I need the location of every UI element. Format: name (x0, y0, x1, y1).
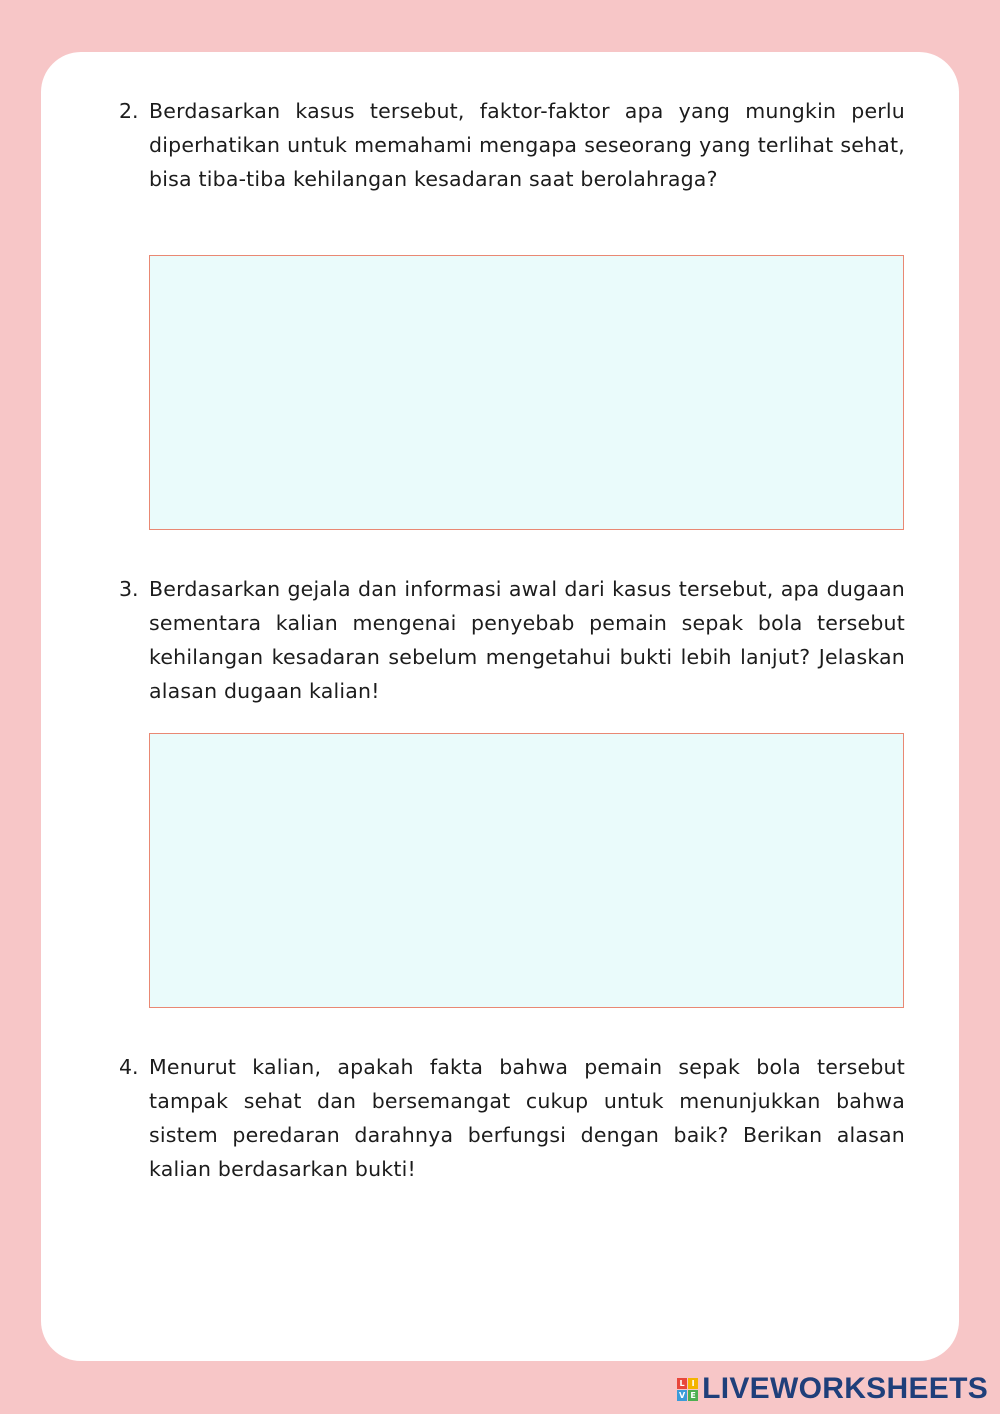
question-4 (119, 1050, 905, 1186)
liveworksheets-logo (677, 1372, 988, 1406)
question-text: Berdasarkan gejala dan informasi awal dari kasus tersebut, apa dugaan sementara kalian mengenai penyebab pemain sepak bola tersebut kehilangan kesadaran sebelum mengetahui bukti lebih lanjut? Jelaskan alasan dugaan kalian! (149, 577, 905, 703)
question-text: Berdasarkan kasus tersebut, faktor-faktor apa yang mungkin perlu diperhatikan untuk memahami mengapa seseorang yang terlihat sehat, bisa tiba-tiba kehilangan kesadaran saat berolahraga? (149, 99, 905, 191)
question-2 (119, 94, 905, 196)
liveworksheets-mark-icon (677, 1378, 698, 1401)
logo-mark-letter: I (688, 1378, 698, 1389)
answer-box-q3[interactable] (149, 733, 904, 1008)
question-number: 3. (119, 577, 139, 601)
question-text: Menurut kalian, apakah fakta bahwa pemain sepak bola tersebut tampak sehat dan bersemangat cukup untuk menunjukkan bahwa sistem peredaran darahnya berfungsi dengan baik? Berikan alasan kalian berdasarkan bukti! (149, 1055, 905, 1181)
question-number: 4. (119, 1055, 139, 1079)
logo-mark-letter: L (677, 1378, 687, 1389)
logo-text: LIVEWORKSHEETS (702, 1372, 988, 1405)
answer-input-q2[interactable] (150, 256, 903, 529)
answer-box-q2[interactable] (149, 255, 904, 530)
logo-mark-letter: V (679, 1390, 686, 1400)
worksheet-card (41, 52, 959, 1361)
logo-mark-letter: E (688, 1390, 698, 1401)
question-3 (119, 572, 905, 708)
answer-input-q3[interactable] (150, 734, 903, 1007)
question-number: 2. (119, 99, 139, 123)
